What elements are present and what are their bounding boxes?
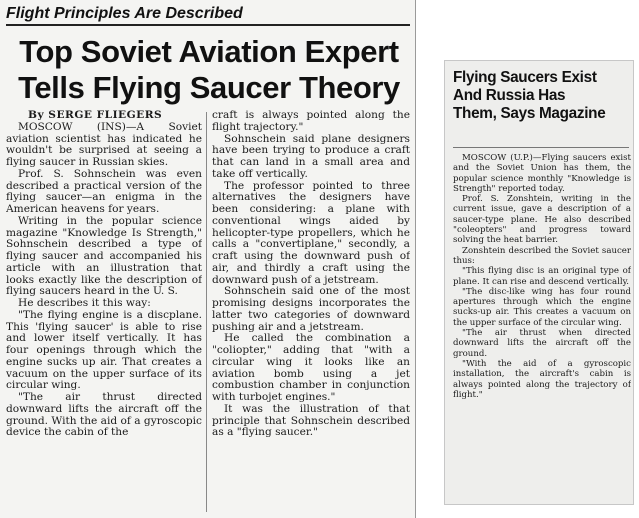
main-headline-line-2: Tells Flying Saucer Theory: [18, 70, 400, 105]
column-divider: [206, 112, 207, 512]
left-article-column-2: [212, 110, 410, 514]
page-gap: [417, 0, 443, 518]
paragraph: Sohnschein said plane designers have been trying to produce a craft that can land in a small area and take off vertically.: [212, 132, 410, 180]
paragraph: Prof. S. Sohnschein was even described a practical version of the flying saucer—an enigma in the American heavens for years.: [6, 167, 202, 215]
main-headline: [6, 34, 412, 106]
paragraph: "The disc-like wing has four round apertures through which the engine sucks-up air. This creates a vacuum on the upper surface of the circular wing.: [453, 286, 631, 328]
paragraph: craft is always pointed along the flight trajectory.": [212, 110, 410, 133]
kicker-headline: Flight Principles Are Described: [6, 4, 410, 26]
right-clipping: [444, 60, 634, 505]
right-headline-line-2: And Russia Has: [453, 87, 566, 104]
paragraph: Sohnschein said one of the most promising designs incorporates the latter two categories of downward pushing air and a jetstream.: [212, 285, 410, 333]
right-headline-line-1: Flying Saucers Exist: [453, 69, 597, 86]
paragraph: The professor pointed to three alternatives the designers have been considering: a plane with conventional wings aided by helicopter-type propellers, which he calls a "convertiplane," secondly, a craft using the downward push of air, and thirdly a craft using the downward push of a jetstream.: [212, 179, 410, 286]
paragraph: "This flying disc is an original type of plane. It can rise and descend vertically.: [453, 266, 631, 287]
paragraph: It was the illustration of that principle that Sohnschein described as a "flying saucer.": [212, 402, 410, 439]
paragraph: Zonshtein described the Soviet saucer thus:: [453, 245, 631, 266]
paragraph: MOSCOW (U.P.)—Flying saucers exist and the Soviet Union has them, the popular science monthly "Knowledge is Strength" reported today.: [453, 153, 631, 194]
headline-rule: [453, 147, 629, 148]
main-headline-line-1: Top Soviet Aviation Expert: [19, 34, 399, 69]
left-article-column-1: [6, 110, 202, 514]
paragraph: "With the aid of a gyroscopic installation, the aircraft's cabin is always pointed along the trajectory of flight.": [453, 358, 631, 400]
paragraph: MOSCOW (INS)—A Soviet aviation scientist has indicated he wouldn't be surprised at seeing a flying saucer in Russian skies.: [6, 120, 202, 168]
paragraph: "The air thrust directed downward lifts the aircraft off the ground. With the aid of a gyroscopic device the cabin of the: [6, 391, 202, 439]
paragraph: Prof. S. Zonshtein, writing in the current issue, gave a description of a saucer-type plane. He also described "coleopters" and progress toward solving the heat barrier.: [453, 194, 631, 246]
right-headline: [453, 69, 629, 123]
byline: By SERGE FLIEGERS: [28, 110, 163, 121]
paragraph: "The air thrust when directed downward lifts the aircraft off the ground.: [453, 328, 631, 359]
right-headline-line-3: Them, Says Magazine: [453, 105, 606, 122]
paragraph: "The flying engine is a discplane. This 'flying saucer' is able to rise and lower itself vertically. It has four openings through which the engine sucks up air. That creates a vacuum on the upper surface of its circular wing.: [6, 308, 202, 392]
paragraph: Writing in the popular science magazine "Knowledge Is Strength," Sohnschein described a type of flying saucer and accompanied his article with an illustration that looks exactly like the description of flying saucers heard in the U. S.: [6, 214, 202, 298]
paragraph: He describes it this way:: [18, 297, 151, 309]
right-article-body: [453, 153, 631, 503]
paragraph: He called the combination a "coliopter," adding that "with a circular wing it looks like an aviation bomb using a jet combustion chamber in conjunction with turbojet engines.": [212, 332, 410, 403]
